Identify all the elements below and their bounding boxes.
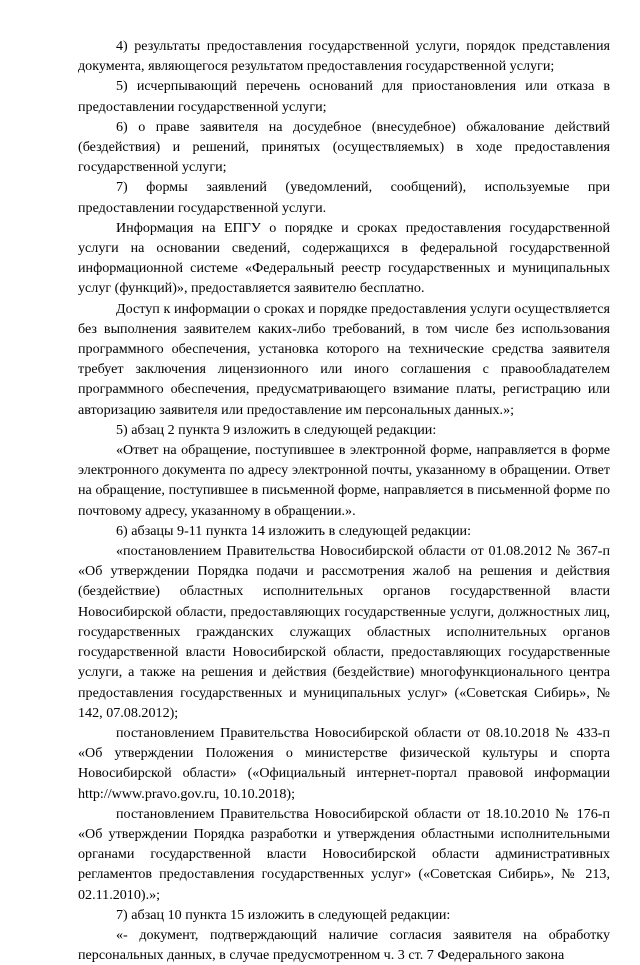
paragraph-resolution-367: «постановлением Правительства Новосибирской области от 01.08.2012 № 367-п «Об утверждении Порядка подачи и рассмотрения жалоб на решения и действия (бездействие) областных исполнительных органов государственной власти Новосибирской области, предоставляющих государственные услуги, должностных лиц, государственных гражданских служащих областных исполнительных органов государственной власти Новосибирской области, предоставляющих государственные услуги, а также на решения и действия (бездействие) многофункционального центра предоставления государственных и муниципальных услуг» («Советская Сибирь», № 142, 07.08.2012); xyxy=(78,543,610,721)
paragraph-response-to-appeal: «Ответ на обращение, поступившее в электронной форме, направляется в форме электронного документа по адресу электронной почты, указанному в обращении. Ответ на обращение, поступившее в письменной форме, направляется в письменной форме по почтовому адресу, указанному в обращении.». xyxy=(78,442,610,519)
paragraph-amend-item-9: 5) абзац 2 пункта 9 изложить в следующей редакции: xyxy=(116,421,437,438)
paragraph-right-to-appeal: 6) о праве заявителя на досудебное (внесудебное) обжалование действий (бездействия) и решений, принятых (осуществляемых) в ходе предоставления государственной услуги; xyxy=(78,118,610,176)
paragraph-resolution-433: постановлением Правительства Новосибирской области от 08.10.2018 № 433-п «Об утверждении Положения о министерстве физической культуры и спорта Новосибирской области» («Официальный интернет-портал правовой информации http://www.pravo.gov.ru, 10.10.2018); xyxy=(78,724,610,802)
paragraph-resolution-176: постановлением Правительства Новосибирской области от 18.10.2010 № 176-п «Об утверждении Порядка разработки и утверждения областными исполнительными органами государственной власти Новосибирской области административных регламентов предоставления государственных услуг» («Советская Сибирь», № 213, 02.11.2010).»; xyxy=(78,805,610,903)
paragraph-amend-item-15: 7) абзац 10 пункта 15 изложить в следующей редакции: xyxy=(116,906,451,923)
document-page xyxy=(78,36,610,965)
paragraph-consent-document: «- документ, подтверждающий наличие согласия заявителя на обработку персональных данных, в случае предусмотренном ч. 3 ст. 7 Федерального закона xyxy=(78,926,610,964)
paragraph-results-of-service: 4) результаты предоставления государственной услуги, порядок представления документа, являющегося результатом предоставления государственной услуги; xyxy=(78,38,610,75)
paragraph-epgu-information: Информация на ЕПГУ о порядке и сроках предоставления государственной услуги на основании сведений, содержащихся в федеральной государственной информационной системе «Федеральный реестр государственных и муниципальных услуг (функций)», предоставляется заявителю бесплатно. xyxy=(78,219,610,297)
paragraph-amend-item-14: 6) абзацы 9-11 пункта 14 изложить в следующей редакции: xyxy=(116,522,472,539)
paragraph-application-forms: 7) формы заявлений (уведомлений, сообщений), используемые при предоставлении государственной услуги. xyxy=(78,179,610,216)
paragraph-access-to-information: Доступ к информации о сроках и порядке предоставления услуги осуществляется без выполнения заявителем каких-либо требований, в том числе без использования программного обеспечения, установка которого на технические средства заявителя требует заключения лицензионного или иного соглашения с правообладателем программного обеспечения, предусматривающего взимание платы, регистрацию или авторизацию заявителя или предоставление им персональных данных.»; xyxy=(78,300,610,418)
paragraph-grounds-for-refusal: 5) исчерпывающий перечень оснований для приостановления или отказа в предоставлении государственной услуги; xyxy=(78,78,610,115)
